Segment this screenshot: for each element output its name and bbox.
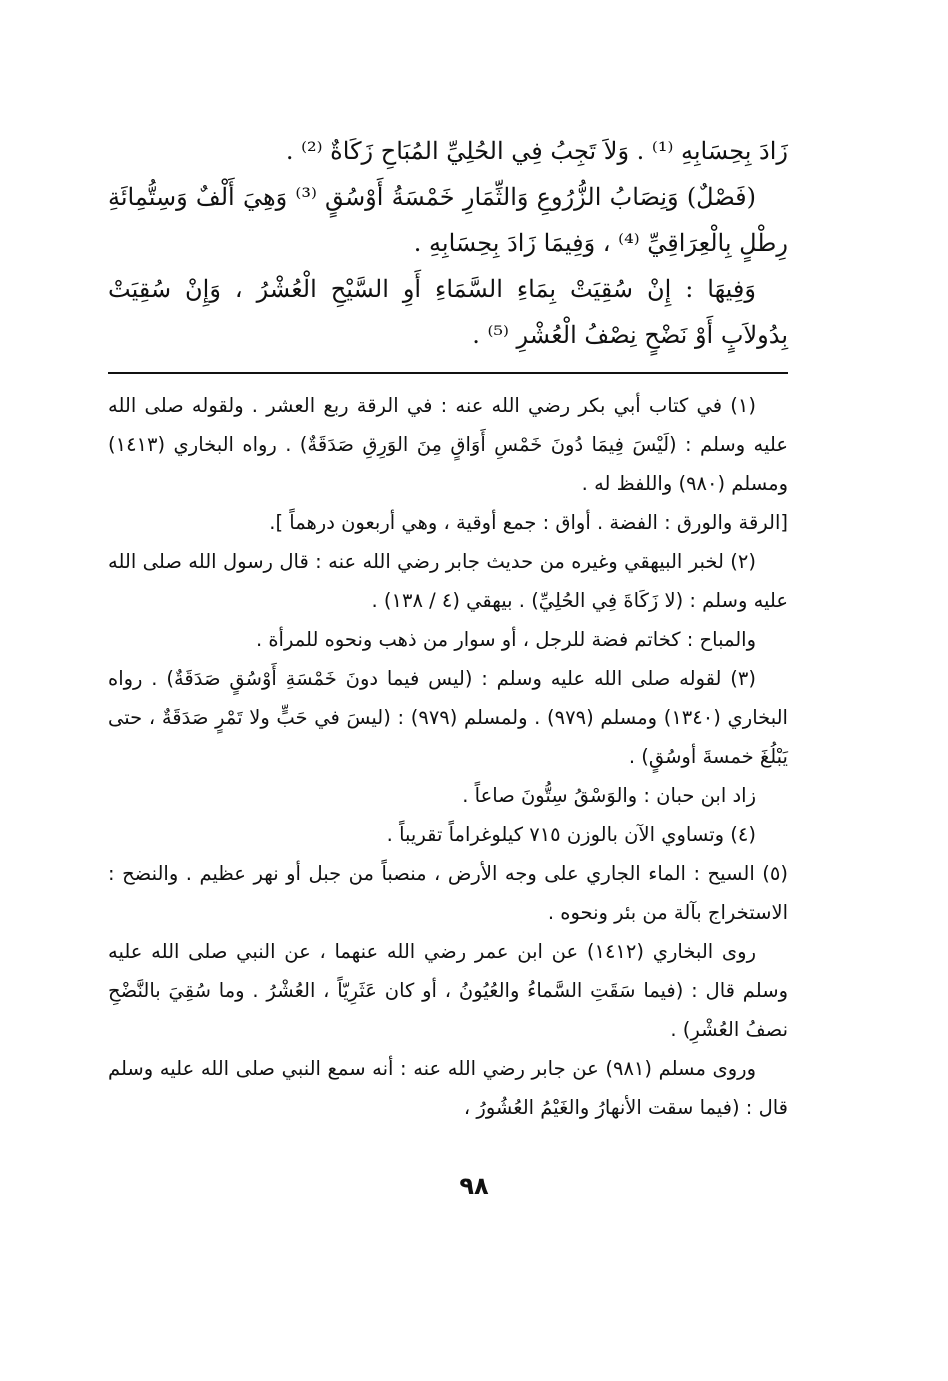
footnote-1-gloss: [الرقة والورق : الفضة . أواق : جمع أوقية ، وهي أربعون درهماً ].: [269, 511, 788, 534]
footnote-5-hadith-muslim: وروى مسلم (٩٨١) عن جابر رضي الله عنه : أنه سمع النبي صلى الله عليه وسلم قال : (فيما سقت الأنهارُ والغَيْمُ العُشُورُ ،: [108, 1057, 788, 1119]
footnote-5-hadith-bukhari: روى البخاري (١٤١٢) عن ابن عمر رضي الله عنهما ، عن النبي صلى الله عليه وسلم قال : (فيما سَقَتِ السَّماءُ والعُيُونُ ، أو كان عَثَرِيّاً ، العُشْرُ . وما سُقِيَ بالنَّضْحِ نصفُ العُشْرِ) .: [108, 940, 788, 1041]
main-paragraph: (فَصْلٌ) وَنِصَابُ الزُّرُوعِ وَالثِّمَارِ خَمْسَةُ أَوْسُقٍ ⁽³⁾ وَهِيَ أَلْفٌ وَسِتُّمِائَةِ رِطْلٍ بِالْعِرَاقِيِّ ⁽⁴⁾ ، وَفِيمَا زَادَ بِحِسَابِهِ .: [108, 183, 788, 257]
footnote-4: (٤) وتساوي الآن بالوزن ٧١٥ كيلوغراماً تقريباً .: [386, 823, 756, 846]
footnote-1: (١) في كتاب أبي بكر رضي الله عنه : في الرقة ربع العشر . ولقوله صلى الله عليه وسلم : (لَيْسَ فِيمَا دُونَ خَمْسِ أَوَاقٍ مِنَ الوَرِقِ صَدَقَةٌ) . رواه البخاري (١٤١٣) ومسلم (٩٨٠) واللفظ له .: [108, 394, 788, 495]
footnote-5: (٥) السيح : الماء الجاري على وجه الأرض ، منصباً من جبل أو نهر عظيم . والنضح : الاستخراج بآلة من بئر ونحوه .: [108, 862, 788, 924]
page-number: ٩٨: [459, 1172, 489, 1200]
page-content: [108, 128, 788, 1127]
main-paragraph: وَفِيهَا : إِنْ سُقِيَتْ بِمَاءِ السَّمَاءِ أَوِ السَّيْحِ الْعُشْرُ ، وَإِنْ سُقِيَتْ بِدُولاَبٍ أَوْ نَضْحٍ نِصْفُ الْعُشْرِ ⁽⁵⁾ .: [108, 275, 788, 349]
main-paragraph: زَادَ بِحِسَابِهِ ⁽¹⁾ . وَلاَ تَجِبُ فِي الحُلِيِّ المُبَاحِ زَكَاةٌ ⁽²⁾ .: [285, 137, 788, 165]
main-text: [108, 128, 788, 358]
footnote-3: (٣) لقوله صلى الله عليه وسلم : (ليس فيما دونَ خَمْسَةِ أَوْسُقٍ صَدَقَةٌ) . رواه البخاري (١٣٤٠) ومسلم (٩٧٩) . ولمسلم (٩٧٩) : (ليسَ في حَبٍّ ولا تَمْرٍ صَدَقَةٌ ، حتى يَبْلُغَ خمسةَ أوسُقٍ) .: [108, 667, 788, 768]
footnotes: [108, 386, 788, 1127]
footnote-2: (٢) لخبر البيهقي وغيره من حديث جابر رضي الله عنه : قال رسول الله صلى الله عليه وسلم : (لا زَكَاةَ فِي الحُلِيِّ) . بيهقي (٤ / ١٣٨) .: [108, 550, 788, 612]
footnote-2-gloss: والمباح : كخاتم فضة للرجل ، أو سوار من ذهب ونحوه للمرأة .: [255, 628, 756, 651]
footnote-divider: [108, 372, 788, 374]
footnote-3-gloss: زاد ابن حبان : والوَسْقُ سِتُّونَ صاعاً .: [462, 784, 756, 807]
